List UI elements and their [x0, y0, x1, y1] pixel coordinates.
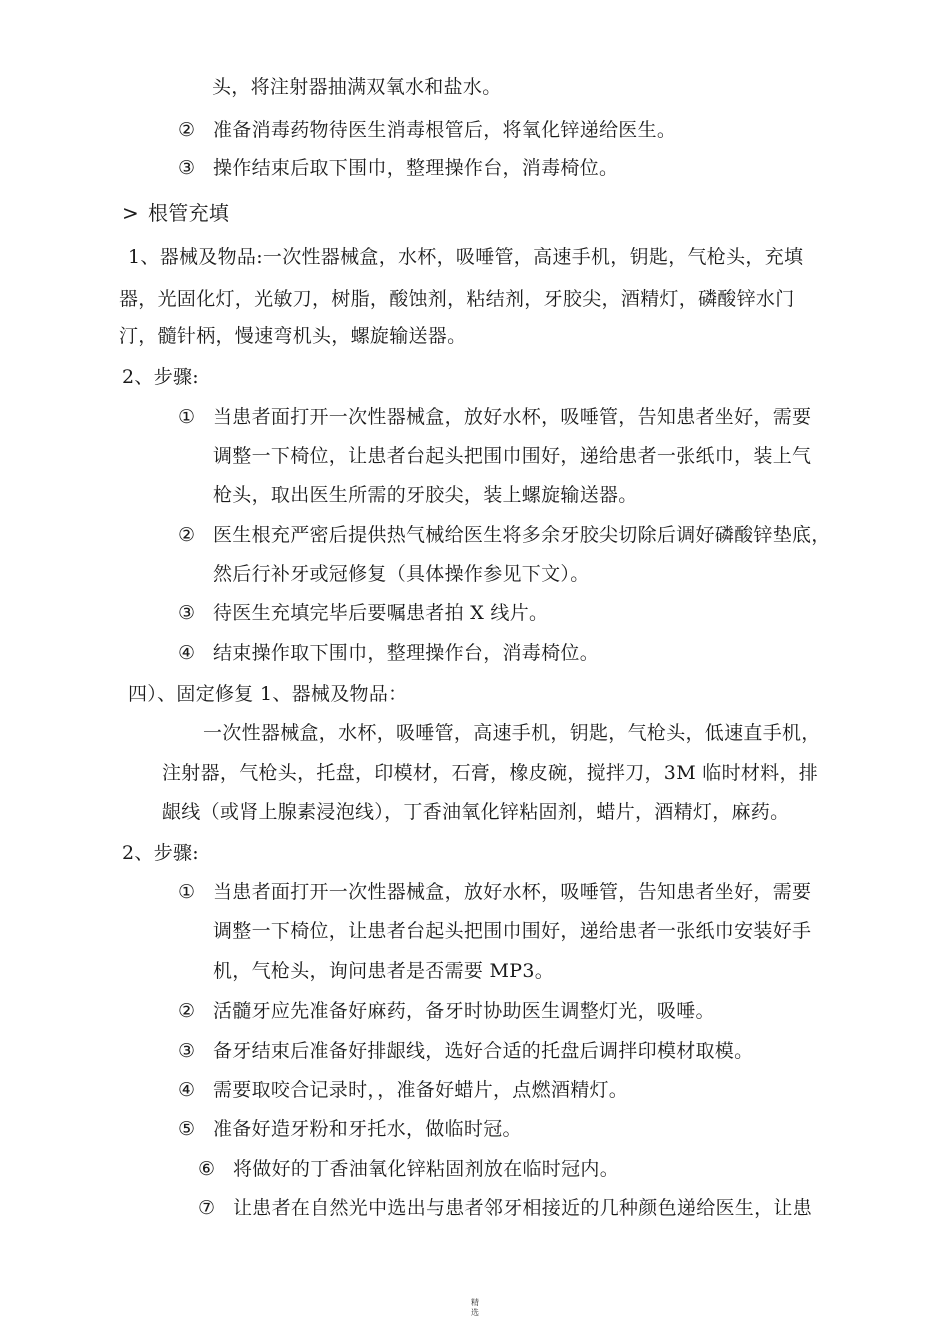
- list-item: ① 当患者面打开一次性器械盒，放好水杯，吸唾管，告知患者坐好，需要: [178, 406, 812, 428]
- text-line: 汀，髓针柄，慢速弯机头，螺旋输送器。: [119, 325, 467, 347]
- page-footer: [0, 1298, 950, 1318]
- circled-number: ③: [178, 157, 196, 179]
- list-item: ③ 操作结束后取下围巾，整理操作台，消毒椅位。: [178, 157, 619, 179]
- circled-number: ①: [178, 881, 196, 903]
- text-line: 1、器械及物品:一次性器械盒，水杯，吸唾管，高速手机，钥匙，气枪头，充填: [128, 246, 804, 268]
- list-item: ⑦ 让患者在自然光中选出与患者邻牙相接近的几种颜色递给医生，让患: [198, 1197, 813, 1219]
- text-line: 器，光固化灯，光敏刀，树脂，酸蚀剂，粘结剂，牙胶尖，酒精灯，磷酸锌水门: [119, 288, 795, 310]
- text-line: 头，将注射器抽满双氧水和盐水。: [212, 76, 502, 98]
- circled-number: ⑥: [198, 1158, 216, 1180]
- list-item: ④ 需要取咬合记录时，，准备好蜡片，点燃酒精灯。: [178, 1079, 629, 1101]
- circled-number: ②: [178, 1000, 196, 1022]
- text-line: 龈线（或肾上腺素浸泡线），丁香油氧化锌粘固剂，蜡片，酒精灯，麻药。: [162, 801, 790, 823]
- list-item: ③ 待医生充填完毕后要嘱患者拍 X 线片。: [178, 602, 549, 624]
- text-line: 机，气枪头，询问患者是否需要 MP3。: [213, 960, 555, 982]
- circled-number: ⑤: [178, 1118, 196, 1140]
- list-item: ② 活髓牙应先准备好麻药，备牙时协助医生调整灯光，吸唾。: [178, 1000, 715, 1022]
- text-line: 然后行补牙或冠修复（具体操作参见下文）。: [213, 563, 590, 585]
- text-line: 调整一下椅位，让患者台起头把围巾围好，递给患者一张纸巾安装好手: [213, 920, 812, 942]
- section-heading: 四）、固定修复 1、器械及物品：: [128, 683, 408, 705]
- circled-number: ③: [178, 1040, 196, 1062]
- list-item: ④ 结束操作取下围巾，整理操作台，消毒椅位。: [178, 642, 600, 664]
- arrow-bullet-icon: >: [122, 201, 140, 225]
- list-item: ⑤ 准备好造牙粉和牙托水，做临时冠。: [178, 1118, 522, 1140]
- text-line: 一次性器械盒，水杯，吸唾管，高速手机，钥匙，气枪头，低速直手机，: [203, 722, 821, 744]
- circled-number: ③: [178, 602, 196, 624]
- list-item: ② 医生根充严密后提供热气械给医生将多余牙胶尖切除后调好磷酸锌垫底，: [178, 524, 831, 546]
- section-heading: > 根管充填: [122, 201, 230, 225]
- step-heading: 2、步骤:: [122, 366, 199, 388]
- circled-number: ②: [178, 524, 196, 546]
- circled-number: ②: [178, 119, 196, 141]
- list-item: ③ 备牙结束后准备好排龈线，选好合适的托盘后调拌印模材取模。: [178, 1040, 754, 1062]
- circled-number: ①: [178, 406, 196, 428]
- circled-number: ④: [178, 642, 196, 664]
- footer-char: 选: [471, 1308, 479, 1317]
- list-item: ⑥ 将做好的丁香油氧化锌粘固剂放在临时冠内。: [198, 1158, 620, 1180]
- text-line: 枪头，取出医生所需的牙胶尖，装上螺旋输送器。: [213, 484, 638, 506]
- footer-char: 精: [471, 1298, 479, 1307]
- list-item: ② 准备消毒药物待医生消毒根管后，将氧化锌递给医生。: [178, 119, 677, 141]
- text-line: 注射器，气枪头，托盘，印模材，石膏，橡皮碗，搅拌刀，3M 临时材料，排: [162, 762, 819, 784]
- text-line: 调整一下椅位，让患者台起头把围巾围好，递给患者一张纸巾，装上气: [213, 445, 812, 467]
- step-heading: 2、步骤:: [122, 842, 199, 864]
- circled-number: ⑦: [198, 1197, 216, 1219]
- list-item: ① 当患者面打开一次性器械盒，放好水杯，吸唾管，告知患者坐好，需要: [178, 881, 812, 903]
- circled-number: ④: [178, 1079, 196, 1101]
